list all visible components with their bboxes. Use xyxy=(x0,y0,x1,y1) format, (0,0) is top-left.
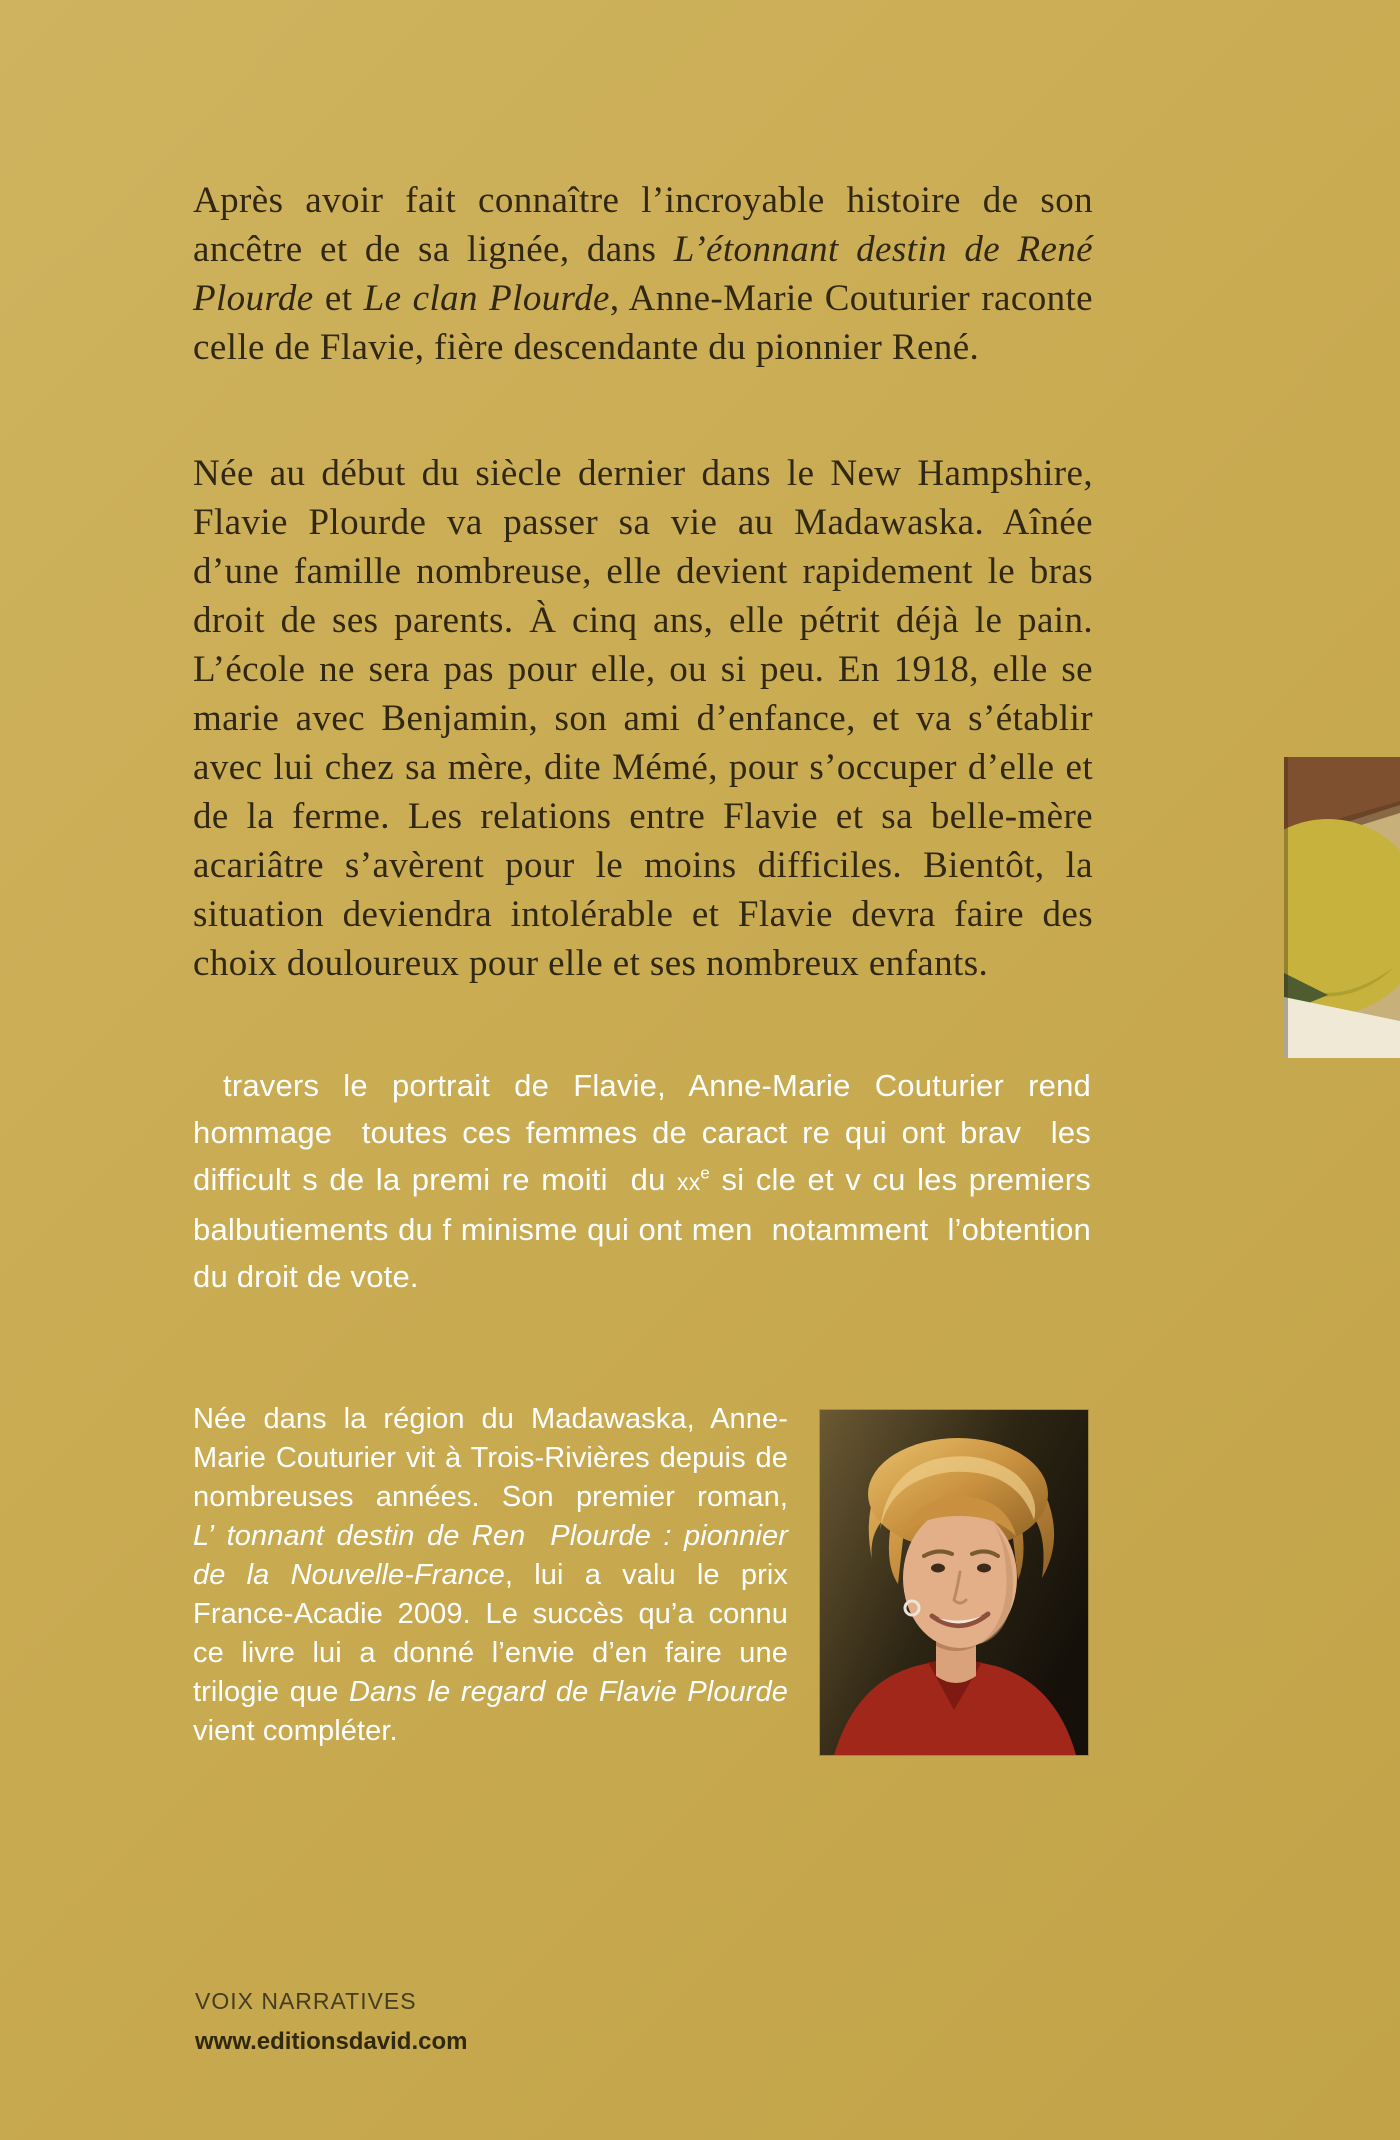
synopsis-p1-text-c: , Anne-Marie Couturier raconte celle de Flavie, fière descendante du pionnier René. xyxy=(193,278,1093,368)
book-title-etonnant-destin: L’étonnant destin de René Plourde xyxy=(193,229,1093,319)
bio-text-c: vient compléter. xyxy=(193,1715,398,1747)
tribute-paragraph xyxy=(193,1062,1091,1300)
synopsis-p1-text-a: Après avoir fait connaître l’incroyable histoire de son ancêtre et de sa lignée, dans xyxy=(193,180,1093,270)
painting-fragment-image xyxy=(1284,757,1400,1058)
synopsis-paragraph-2: Née au début du siècle dernier dans le New Hampshire, Flavie Plourde va passer sa vie au Madawaska. Aînée d’une famille nombreuse, elle devient rapidement le bras droit de ses parents. À cinq ans, elle pétrit déjà le pain. L’école ne sera pas pour elle, ou si peu. En 1918, elle se marie avec Benjamin, son ami d’enfance, et va s’établir avec lui chez sa mère, dite Mémé, pour s’occuper d’elle et de la ferme. Les relations entre Flavie et sa belle-mère acariâtre s’avèrent pour le moins difficiles. Bientôt, la situation deviendra intolérable et Flavie devra faire des choix douloureux pour elle et ses nombreux enfants. xyxy=(193,453,1093,984)
collection-name: VOIX NARRATIVES xyxy=(195,1988,417,2014)
tribute-text-b: si cle et v cu les premiers balbutiements du f minisme qui ont men notamment l’obtention du droit de vote. xyxy=(193,1162,1091,1294)
book-title-clan-plourde: Le clan Plourde xyxy=(363,278,610,319)
ordinal-superscript-e: e xyxy=(700,1163,711,1183)
author-bio-section xyxy=(193,1400,1088,1755)
publisher-website: www.editionsdavid.com xyxy=(195,2028,468,2055)
bio-text-b: , lui a valu le prix France-Acadie 2009. Le succès qu’a connu ce livre lui a donné l’envie d’en faire une trilogie que xyxy=(193,1559,788,1708)
synopsis-paragraph-1 xyxy=(193,176,1093,372)
bio-text-a: Née dans la région du Madawaska, Anne-Marie Couturier vit à Trois-Rivières depuis de nombreuses années. Son premier roman, xyxy=(193,1403,788,1513)
author-portrait-image xyxy=(820,1410,1088,1755)
publisher-footer xyxy=(195,1988,467,2056)
bio-book-title-etonnant: L’ tonnant destin de Ren Plourde : pionnier de la Nouvelle-France xyxy=(193,1520,788,1591)
tribute-text-a: travers le portrait de Flavie, Anne-Marie Couturier rend hommage toutes ces femmes de caract re qui ont brav les difficult s de la premi re moiti du xyxy=(193,1068,1091,1197)
roman-numeral-xx: xx xyxy=(677,1169,701,1195)
cover-art-strip xyxy=(1284,757,1400,1058)
bio-book-title-flavie: Dans le regard de Flavie Plourde xyxy=(348,1676,789,1708)
synopsis-p1-text-b: et xyxy=(313,278,364,319)
author-photo xyxy=(820,1410,1088,1755)
